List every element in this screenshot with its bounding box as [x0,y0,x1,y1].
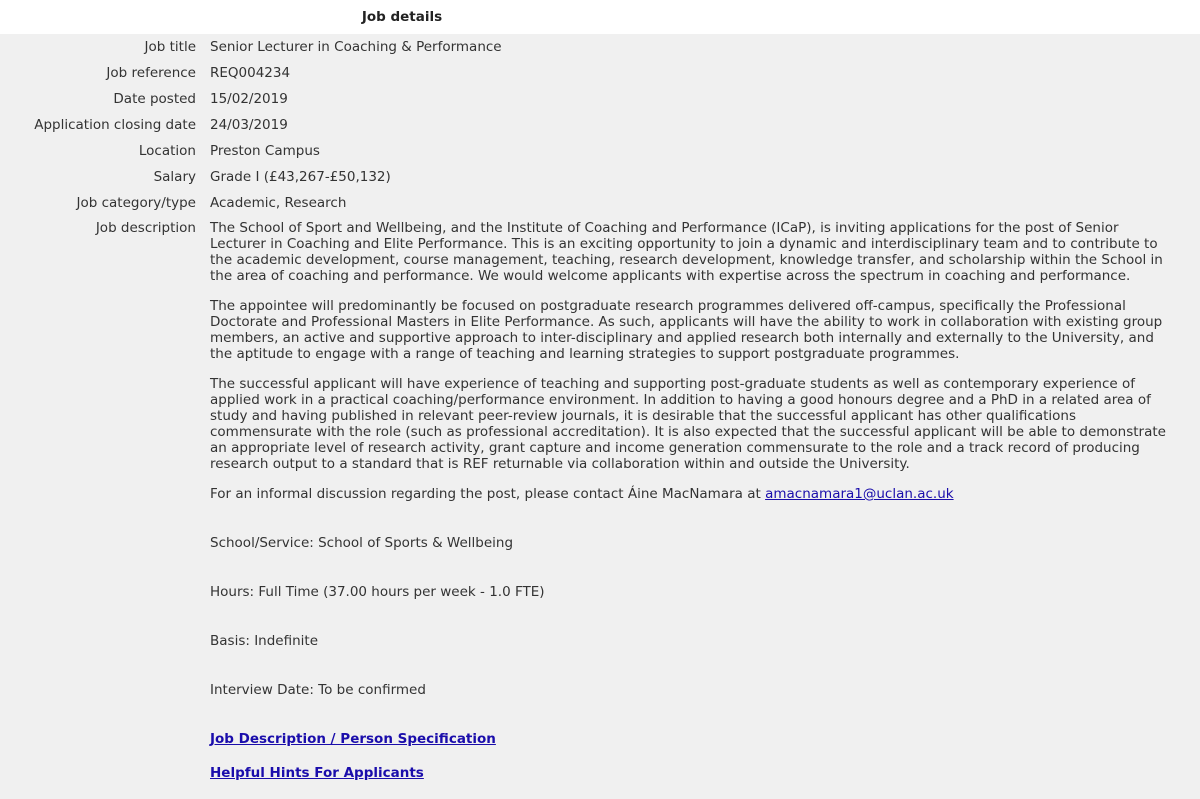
field-row-job-category [0,190,1200,216]
field-row-location [0,138,1200,164]
helpful-hints-link[interactable]: Helpful Hints For Applicants [210,765,424,781]
info-school-service: School/Service: School of Sports & Wellbeing [210,535,514,551]
field-value: 15/02/2019 [210,91,288,107]
contact-email-link[interactable]: amacnamara1@uclan.ac.uk [765,486,954,502]
field-label: Date posted [113,91,196,107]
contact-paragraph [210,486,1170,502]
job-description-link[interactable]: Job Description / Person Specification [210,731,496,747]
field-row-salary [0,164,1200,190]
field-label: Job description [95,220,196,236]
field-value: Grade I (£43,267-£50,132) [210,169,391,185]
field-label: Job title [144,39,196,55]
info-interview-date: Interview Date: To be confirmed [210,682,426,698]
field-label: Application closing date [34,117,196,133]
description-paragraph: The School of Sport and Wellbeing, and the Institute of Coaching and Performance (ICaP), is inviting applications for the post of Senior Lecturer in Coaching and Elite Performance. This is an exciting opportunity to join a dynamic and interdisciplinary team and to contribute to the academic development, course management, teaching, research development, knowledge transfer, and scholarship within the School in the area of coaching and performance. We would welcome applicants with expertise across the spectrum in coaching and performance. [210,220,1163,284]
field-label: Job category/type [76,195,196,211]
field-value: REQ004234 [210,65,291,81]
job-details-table [0,34,1200,799]
field-label: Salary [153,169,196,185]
field-value: 24/03/2019 [210,117,288,133]
contact-text: For an informal discussion regarding the post, please contact Áine MacNamara at [210,486,766,502]
field-value: Academic, Research [210,195,347,211]
field-value: Senior Lecturer in Coaching & Performance [210,39,502,55]
job-description-body [210,216,1170,799]
field-row-job-reference [0,60,1200,86]
field-label: Job reference [106,65,196,81]
field-row-closing-date [0,112,1200,138]
page-title: Job details [361,9,443,25]
document-links [210,731,1170,781]
info-basis: Basis: Indefinite [210,633,319,649]
field-label: Location [138,143,196,159]
field-value: Preston Campus [210,143,320,159]
info-hours: Hours: Full Time (37.00 hours per week - 1.0 FTE) [210,584,545,600]
description-paragraph: The successful applicant will have experience of teaching and supporting post-graduate students as well as contemporary experience of applied work in a practical coaching/performance environment. In addition to having a good honours degree and a PhD in a related area of study and having published in relevant peer-review journals, it is desirable that the successful applicant has other qualifications commensurate with the role (such as professional accreditation). It is also expected that the successful applicant will be able to demonstrate an appropriate level of research activity, grant capture and income generation commensurate to the role and a track record of producing research output to a standard that is REF returnable via collaboration within and outside the University. [210,376,1166,472]
field-row-job-description [0,216,1200,799]
description-paragraph: The appointee will predominantly be focused on postgraduate research programmes delivered off-campus, specifically the Professional Doctorate and Professional Masters in Elite Performance. As such, applicants will have the ability to work in collaboration with existing group members, an active and supportive approach to inter-disciplinary and applied research both internally and externally to the University, and the aptitude to engage with a range of teaching and learning strategies to support postgraduate programmes. [210,298,1163,362]
field-row-job-title [0,34,1200,60]
header [0,0,1200,34]
field-row-date-posted [0,86,1200,112]
